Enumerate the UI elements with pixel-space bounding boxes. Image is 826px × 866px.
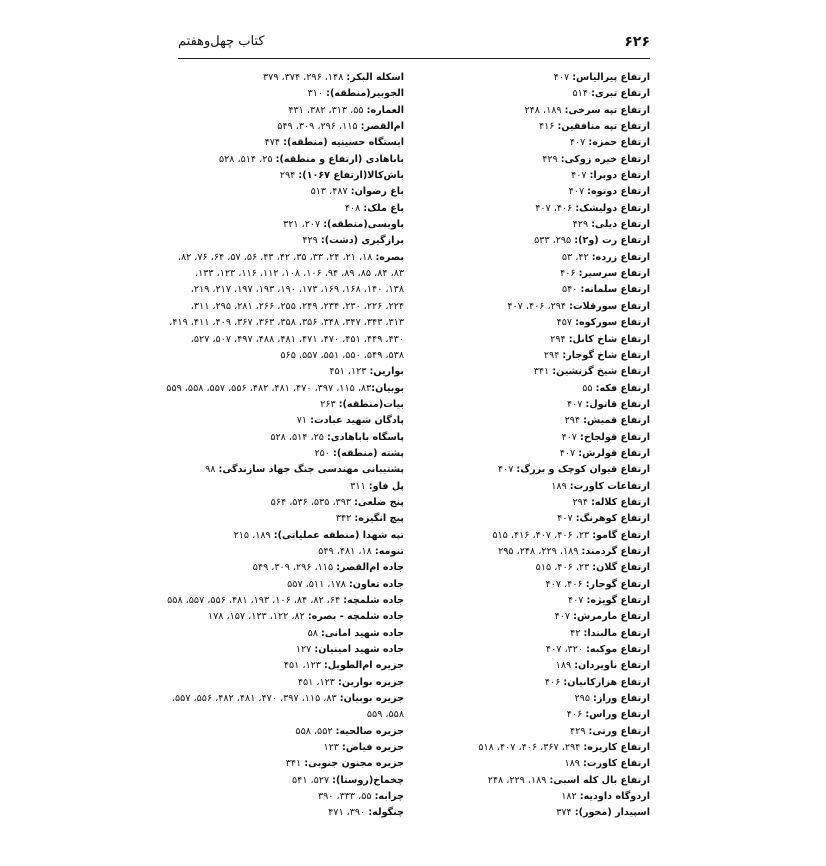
index-pages: ۲۹۵ [574, 693, 594, 705]
index-term: ارتفاع مالبندا: [583, 627, 650, 639]
index-pages: ۱۸۹، ۲۱۵ [233, 529, 274, 541]
index-term: باش‌کالا(ارتفاع ۱۰۶۷): [298, 170, 404, 182]
index-pages: ۵۵، ۳۳۳، ۳۹۰ [317, 791, 375, 803]
index-pages: ۱۴۸، ۲۹۶، ۳۷۴، ۳۷۹ [263, 72, 347, 83]
index-entry [410, 756, 650, 772]
index-pages: ۷۱ [296, 415, 311, 427]
index-pages: ۴۷۴ [264, 137, 284, 149]
index-pages: ۱۲۳، ۴۵۱ [283, 660, 324, 672]
index-pages: ۲۹۴، ۳۶۷، ۴۰۶، ۴۰۷، ۵۱۸ [478, 742, 584, 754]
index-entry [410, 364, 650, 380]
index-entry [410, 560, 650, 576]
index-entry [410, 348, 650, 364]
index-term: پشتیبانی مهندسی جنگ جهاد سازندگی: [218, 464, 404, 476]
index-pages: ۲۹۴، ۴۰۶، ۴۰۷ [507, 300, 570, 312]
index-term: چزابه: [374, 791, 404, 803]
index-term: ارتفاع پیرالیاس: [572, 72, 650, 83]
index-pages: ۱۸۹، ۲۲۹، ۲۴۸ [487, 774, 550, 786]
index-entry [410, 479, 650, 495]
header-divider [178, 58, 650, 59]
index-entry [104, 184, 404, 200]
index-term: ارتفاع قولرش: [578, 447, 650, 459]
index-term: پیچ انگیزه: [354, 513, 404, 525]
index-term: تنومه: [374, 545, 404, 557]
index-entry [104, 364, 404, 380]
index-entry [410, 70, 650, 86]
index-entry [104, 201, 404, 217]
index-entry [104, 86, 404, 102]
index-pages: ۳۹۳، ۵۳۵، ۵۳۶، ۵۶۴ [270, 496, 355, 508]
index-term: ارتفاع دولیشک: [575, 202, 650, 214]
index-pages: ۱۱۵، ۲۹۶، ۳۰۹، ۵۴۹ [252, 562, 337, 574]
index-entry [410, 282, 650, 298]
index-pages: ۱۲۳ [323, 742, 342, 754]
index-pages: ۵۵۸، ۵۵۹ [366, 709, 404, 721]
index-pages: ۵۴۰ [562, 284, 581, 296]
index-pages: ۸۳، ۱۱۵، ۳۹۷، ۴۷۰، ۴۸۱، ۴۸۲، ۵۵۶، ۵۵۷، ۵۵۸، ۵۵۹ [166, 382, 372, 394]
index-entry [104, 233, 404, 249]
index-term: چخماخ(روستا): [332, 774, 404, 786]
index-entry [104, 135, 404, 151]
index-entry [410, 593, 650, 609]
index-entry [104, 724, 404, 740]
index-pages: ۴۰۷ [553, 72, 573, 83]
index-entry [410, 135, 650, 151]
index-pages: ۱۲۷ [295, 644, 315, 656]
index-entry [410, 511, 650, 527]
index-term: ارتفاع قمیش: [583, 415, 650, 427]
index-entry [410, 86, 650, 102]
index-term: ارتفاعات کاورت: [569, 480, 650, 492]
index-term: پاسگاه باباهادی: [326, 431, 404, 443]
index-term: جاده شلمچه - بصره: [307, 611, 404, 623]
index-entry [410, 430, 650, 446]
index-term: ارتفاع مارمرش: [573, 611, 650, 623]
index-entry [104, 430, 404, 446]
index-entry [410, 266, 650, 282]
index-entry [104, 103, 404, 119]
index-term: جاده تعاون: [348, 578, 404, 590]
index-pages: ۱۸۹ [564, 758, 584, 770]
index-term: ارتفاع کاورت: [583, 758, 650, 770]
index-pages: ۴۲ [570, 627, 584, 639]
index-pages: ۴۲۹ [542, 153, 561, 165]
index-entry [410, 740, 650, 756]
index-pages: ۱۸، ۴۸۱، ۵۴۹ [318, 545, 375, 557]
index-pages: ۱۱۵، ۲۹۶، ۳۰۹، ۵۴۹ [277, 121, 361, 133]
index-entry [104, 789, 404, 805]
index-term: ارتفاع سرسیر: [578, 268, 650, 280]
index-term: ارتفاع گویژه: [586, 595, 650, 606]
index-entry [410, 658, 650, 674]
index-term: بصره: [375, 251, 404, 263]
index-entry [410, 805, 650, 821]
index-entry [410, 217, 650, 233]
index-entry [410, 642, 650, 658]
index-entry [410, 446, 650, 462]
index-pages: ۳۴۱ [285, 758, 305, 770]
index-entry [410, 773, 650, 789]
page-header [178, 34, 650, 56]
index-pages: ۴۲۹ [302, 235, 321, 247]
index-pages: ۳۷۴ [556, 807, 575, 819]
index-term: ارتفاع هزارکانیان: [563, 676, 650, 688]
index-pages: ۳۴۲ [335, 513, 355, 525]
index-term: ارتفاع تپه سرخی: [564, 104, 650, 116]
index-entry [104, 217, 404, 233]
index-pages: ۴۰۶، ۴۰۷ [545, 578, 586, 590]
index-term: جاده شهید امانی: [321, 627, 404, 639]
index-entry [104, 381, 404, 397]
index-pages: ۴۰۷ [569, 137, 589, 149]
index-entry [410, 332, 650, 348]
index-entry [410, 233, 650, 249]
index-pages: ۳۹۰، ۴۷۱ [328, 807, 369, 819]
index-entry [410, 413, 650, 429]
index-pages: ۲۹۴ [564, 415, 584, 427]
index-term: جزیره مجنون جنوبی: [304, 758, 404, 770]
index-pages: ۴۰۸ [344, 202, 364, 214]
index-entry [104, 560, 404, 576]
index-term: ارتفاع شاخ کانل: [568, 333, 650, 345]
index-pages: ۴۰۷ [566, 398, 586, 410]
index-pages: ۲۳، ۴۰۶، ۵۱۵ [535, 562, 593, 574]
index-term: باباهادی (ارتفاع و منطقه): [275, 153, 404, 165]
index-entry [410, 626, 650, 642]
index-pages: ۳۱۰ [307, 88, 327, 100]
index-pages: ۵۵ [582, 382, 596, 394]
index-entry [104, 315, 404, 331]
index-term: ارتفاع دیلی: [591, 219, 650, 231]
index-term: تپه شهدا (منطقه عملیاتی): [273, 529, 404, 541]
index-pages: ۸۳، ۱۱۵، ۳۹۷، ۴۷۰، ۴۸۱، ۴۸۲، ۵۵۶، ۵۵۷، [171, 693, 340, 705]
index-pages: ۳۴۱ [533, 366, 553, 378]
index-pages: ۵۵، ۳۱۳، ۳۸۲، ۴۳۱ [288, 104, 367, 116]
index-term: جزیره ام‌الطویل: [323, 660, 404, 672]
page-number: ۶۲۶ [624, 34, 650, 50]
index-entry [104, 332, 404, 348]
index-entry [410, 609, 650, 625]
index-entry [104, 70, 404, 86]
index-entry [104, 413, 404, 429]
index-term: ارتفاع دوبرا: [589, 170, 650, 182]
index-term: باغ رضوان: [350, 186, 404, 198]
index-term: ارتفاع قیوان کوچک و بزرگ: [516, 464, 650, 476]
index-pages: ۴۵۷ [556, 317, 576, 329]
index-pages: ۲۲۴، ۲۲۶، ۲۳۰، ۲۳۴، ۲۴۹، ۲۵۵، ۲۶۶، ۲۸۱، ۲۹۵، ۳۱۱، [190, 300, 404, 312]
index-term: ارتفاع قولجاخ: [580, 431, 650, 443]
index-term: برازگیری (دشت): [320, 235, 404, 247]
index-pages: ۳۲۰، ۴۰۷ [545, 644, 587, 656]
index-entry [104, 756, 404, 772]
index-pages: ۴۰۷ [554, 611, 574, 623]
index-term: ارتفاع سلمانه: [580, 284, 650, 296]
index-entry [410, 528, 650, 544]
index-pages: ۴۰۶ [544, 676, 564, 688]
index-pages: ۴۰۶، ۴۰۷ [535, 202, 576, 214]
index-pages: ۴۰۷ [571, 170, 590, 182]
index-pages: ۴۸۷، ۵۱۳ [310, 186, 351, 198]
index-entry [410, 299, 650, 315]
index-term: پشته (منطقه): [333, 447, 404, 459]
index-pages: ۲۹۵، ۵۳۳ [534, 235, 575, 247]
index-pages: ۴۰۷ [557, 513, 576, 525]
index-term: ارتفاع حمزه: [588, 137, 650, 149]
index-term: ارتفاع شاخ گوجار: [562, 349, 650, 361]
index-pages: ۴۲۹ [572, 219, 592, 231]
index-term: جاده ام‌القصر: [336, 562, 404, 574]
index-entry [104, 740, 404, 756]
index-term: پادگان شهید عبادت: [310, 415, 404, 427]
index-term: ارتفاع فکه: [595, 382, 650, 394]
index-entry [104, 446, 404, 462]
index-entry [410, 250, 650, 266]
index-pages: ۱۸۲ [561, 791, 580, 803]
index-entry [410, 103, 650, 119]
index-entry [104, 675, 404, 691]
index-entry [104, 479, 404, 495]
index-term: جزیره بوبیان: [339, 693, 404, 705]
index-entry [104, 397, 404, 413]
index-pages: ۴۲، ۵۳ [561, 251, 592, 263]
index-entry [410, 152, 650, 168]
index-pages: ۴۱۶ [538, 121, 558, 133]
index-term: ارتفاع ورتی: [588, 725, 650, 737]
index-pages: ۴۰۷ [561, 431, 581, 443]
index-term: اردوگاه داودیه: [579, 791, 650, 803]
index-entry [104, 266, 404, 282]
index-entry [410, 119, 650, 135]
index-pages: ۴۰۷ [567, 595, 587, 606]
index-term: ایستگاه حسینیه (منطقه): [283, 137, 404, 149]
index-entry [410, 724, 650, 740]
index-pages: ۲۵، ۵۱۴، ۵۲۸ [219, 153, 276, 165]
index-entry [410, 675, 650, 691]
index-entry [104, 119, 404, 135]
index-term: ارتفاع زرده: [591, 251, 650, 263]
index-term: ارتفاع موکبه: [586, 644, 650, 656]
index-entry [410, 397, 650, 413]
index-pages: ۴۰۷ [559, 447, 579, 459]
index-entry [104, 658, 404, 674]
index-pages: ۸۳، ۸۴، ۸۵، ۸۹، ۹۴، ۱۰۶، ۱۰۸، ۱۱۲، ۱۱۶، ۱۲۳، ۱۳۳، [194, 268, 404, 280]
index-term: اسکله البکر: [346, 72, 404, 83]
index-column-left [104, 70, 404, 822]
index-term: ارتفاع خیره زوکی: [560, 153, 650, 165]
index-entry [410, 691, 650, 707]
index-entry [410, 495, 650, 511]
index-pages: ۵۵۲، ۵۵۸ [295, 725, 336, 737]
index-entry [410, 168, 650, 184]
index-term: ارتفاع قاتول: [585, 398, 650, 410]
index-pages: ۲۹۴ [279, 170, 299, 182]
index-entry [410, 577, 650, 593]
index-entry [410, 707, 650, 723]
index-entry [104, 805, 404, 821]
index-term: اسپیدار (محور): [574, 807, 650, 819]
index-entry [410, 201, 650, 217]
index-pages: ۵۸ [307, 627, 321, 639]
index-pages: ۸۲، ۱۲۲، ۱۲۳، ۱۵۷، ۱۷۸ [207, 611, 308, 623]
index-entry [410, 184, 650, 200]
index-term: الجوبیر(منطقه): [326, 88, 404, 100]
index-entry [410, 544, 650, 560]
index-pages: ۲۵، ۵۱۴، ۵۲۸ [270, 431, 327, 443]
index-pages: ۵۱۴ [572, 88, 592, 100]
index-pages: ۲۹۴ [572, 496, 592, 508]
index-pages: ۱۲۳، ۴۵۱ [297, 676, 339, 688]
index-term: ارتفاع وراس: [585, 709, 650, 721]
index-pages: ۱۲۳، ۴۵۱ [329, 366, 370, 378]
index-term: بوبیان: [371, 382, 404, 394]
index-term: بوارین: [369, 366, 404, 378]
index-term: جاده شلمچه: [343, 595, 404, 606]
index-term: ارتفاع ناویردان: [574, 660, 650, 672]
index-pages: ۲۶۳ [320, 398, 339, 410]
index-entry [104, 348, 404, 364]
index-term: جزیره فیاض: [342, 742, 404, 754]
index-term: ارتفاع گوجار: [585, 578, 650, 590]
index-term: پل فاو: [368, 480, 404, 492]
index-term: ارتفاع کلاله: [591, 496, 650, 508]
index-entry [104, 707, 404, 723]
index-entry [104, 544, 404, 560]
index-pages: ۵۲۷، ۵۴۱ [292, 774, 333, 786]
index-term: ارتفاع بال کله اسبی: [549, 774, 650, 786]
index-pages: ۱۸۹ [555, 660, 575, 672]
index-pages: ۱۸، ۲۱، ۲۴، ۳۳، ۳۵، ۴۲، ۴۳، ۵۶، ۵۷، ۶۴، ۷۶، ۸۲، [177, 251, 376, 263]
index-entry [104, 511, 404, 527]
index-pages: ۲۹۴ [543, 349, 563, 361]
index-term: ام‌القصر: [360, 121, 404, 133]
index-term: ارتفاع گامو: [592, 529, 650, 541]
index-term: ارتفاع کاریزه: [583, 742, 650, 754]
index-term: ارتفاع سورقلات: [569, 300, 650, 312]
index-entry [104, 593, 404, 609]
index-entry [104, 168, 404, 184]
index-pages: ۹۸ [205, 464, 219, 476]
index-entry [104, 609, 404, 625]
index-entry [410, 462, 650, 478]
index-entry [104, 773, 404, 789]
index-pages: ۶۴، ۸۲، ۸۴، ۱۰۶، ۱۹۳، ۴۸۱، ۵۵۶، ۵۵۷، ۵۵۸ [167, 595, 344, 606]
index-pages: ۴۰۶ [566, 709, 586, 721]
index-term: ارتفاع تبری: [591, 88, 650, 100]
index-pages: ۴۰۷ [497, 464, 517, 476]
index-term: جاده شهید امینیان: [314, 644, 404, 656]
index-term: جزیره صالحیه: [335, 725, 404, 737]
index-pages: ۳۱۳، ۳۴۳، ۳۴۷، ۳۴۸، ۳۵۶، ۳۵۸، ۳۶۳، ۳۶۷، ۴۰۹، ۴۱۱، ۴۱۹، [169, 317, 404, 329]
index-entry [410, 381, 650, 397]
index-term: ارتفاع گردمند: [581, 545, 650, 557]
index-entry [104, 152, 404, 168]
index-pages: ۵۳۸، ۵۴۹، ۵۵۰، ۵۵۱، ۵۵۷، ۵۶۵ [280, 349, 404, 361]
index-entry [104, 282, 404, 298]
index-term: پنج ضلعی: [354, 496, 404, 508]
index-entry [104, 577, 404, 593]
index-pages: ۱۸۹، ۲۴۸ [524, 104, 565, 116]
index-term: ارتفاع گلان: [592, 562, 650, 574]
index-pages: ۱۷۸، ۵۱۱، ۵۵۷ [287, 578, 349, 590]
index-pages: ۴۰۶ [560, 268, 579, 280]
index-pages: ۱۸۹، ۲۲۹، ۲۴۸، ۲۹۵ [498, 545, 582, 557]
index-term: جزیره بوارین: [338, 676, 404, 688]
index-pages: ۲۳، ۴۰۶، ۴۰۷، ۴۱۶، ۵۱۵ [492, 529, 593, 541]
index-term: ارتفاع تپه منافقین: [557, 121, 650, 133]
index-term: ارتفاع وراز: [593, 693, 650, 705]
index-term: باغ ملک: [363, 202, 404, 214]
index-pages: ۱۸۹ [551, 480, 570, 492]
index-term: ارتفاع دوتوه: [587, 186, 650, 198]
index-term: ارتفاع سورکوه: [575, 317, 650, 329]
index-column-right [410, 70, 650, 822]
index-entry [104, 528, 404, 544]
index-entry [410, 315, 650, 331]
index-pages: ۳۱۱ [350, 480, 369, 492]
index-entry [104, 462, 404, 478]
index-pages: ۲۹۴ [550, 333, 569, 345]
index-entry [104, 495, 404, 511]
index-entry [104, 250, 404, 266]
index-entry [104, 642, 404, 658]
index-pages: ۲۵۰ [314, 447, 334, 459]
index-term: ارتفاع رت (و۲): [574, 235, 650, 247]
index-term: چنگوله: [368, 807, 404, 819]
index-term: ارتفاع کوهرنگ: [575, 513, 650, 525]
index-pages: ۲۰۷، ۳۲۱ [283, 219, 324, 231]
index-term: العماره: [366, 104, 404, 116]
index-pages: ۴۳۰، ۴۴۹، ۴۵۱، ۴۷۰، ۴۷۱، ۴۸۱، ۴۸۸، ۴۹۷، ۵۰۷، ۵۲۷، [190, 333, 404, 345]
index-term: بیات(منطقه): [338, 398, 404, 410]
index-entry [104, 626, 404, 642]
index-term: ارتفاع شیخ گزنشین: [552, 366, 650, 378]
index-entry [104, 691, 404, 707]
index-term: باویسی(منطقه): [323, 219, 404, 231]
index-entry [104, 299, 404, 315]
index-pages: ۴۰۷ [568, 186, 588, 198]
index-pages: ۴۲۹ [570, 725, 589, 737]
book-title: کتاب چهل‌وهفتم [178, 34, 265, 49]
index-entry [410, 789, 650, 805]
index-pages: ۱۳۸، ۱۴۰، ۱۶۸، ۱۶۹، ۱۷۳، ۱۹۰، ۱۹۳، ۱۹۷، ۲۱۷، ۲۱۹، [190, 284, 404, 296]
